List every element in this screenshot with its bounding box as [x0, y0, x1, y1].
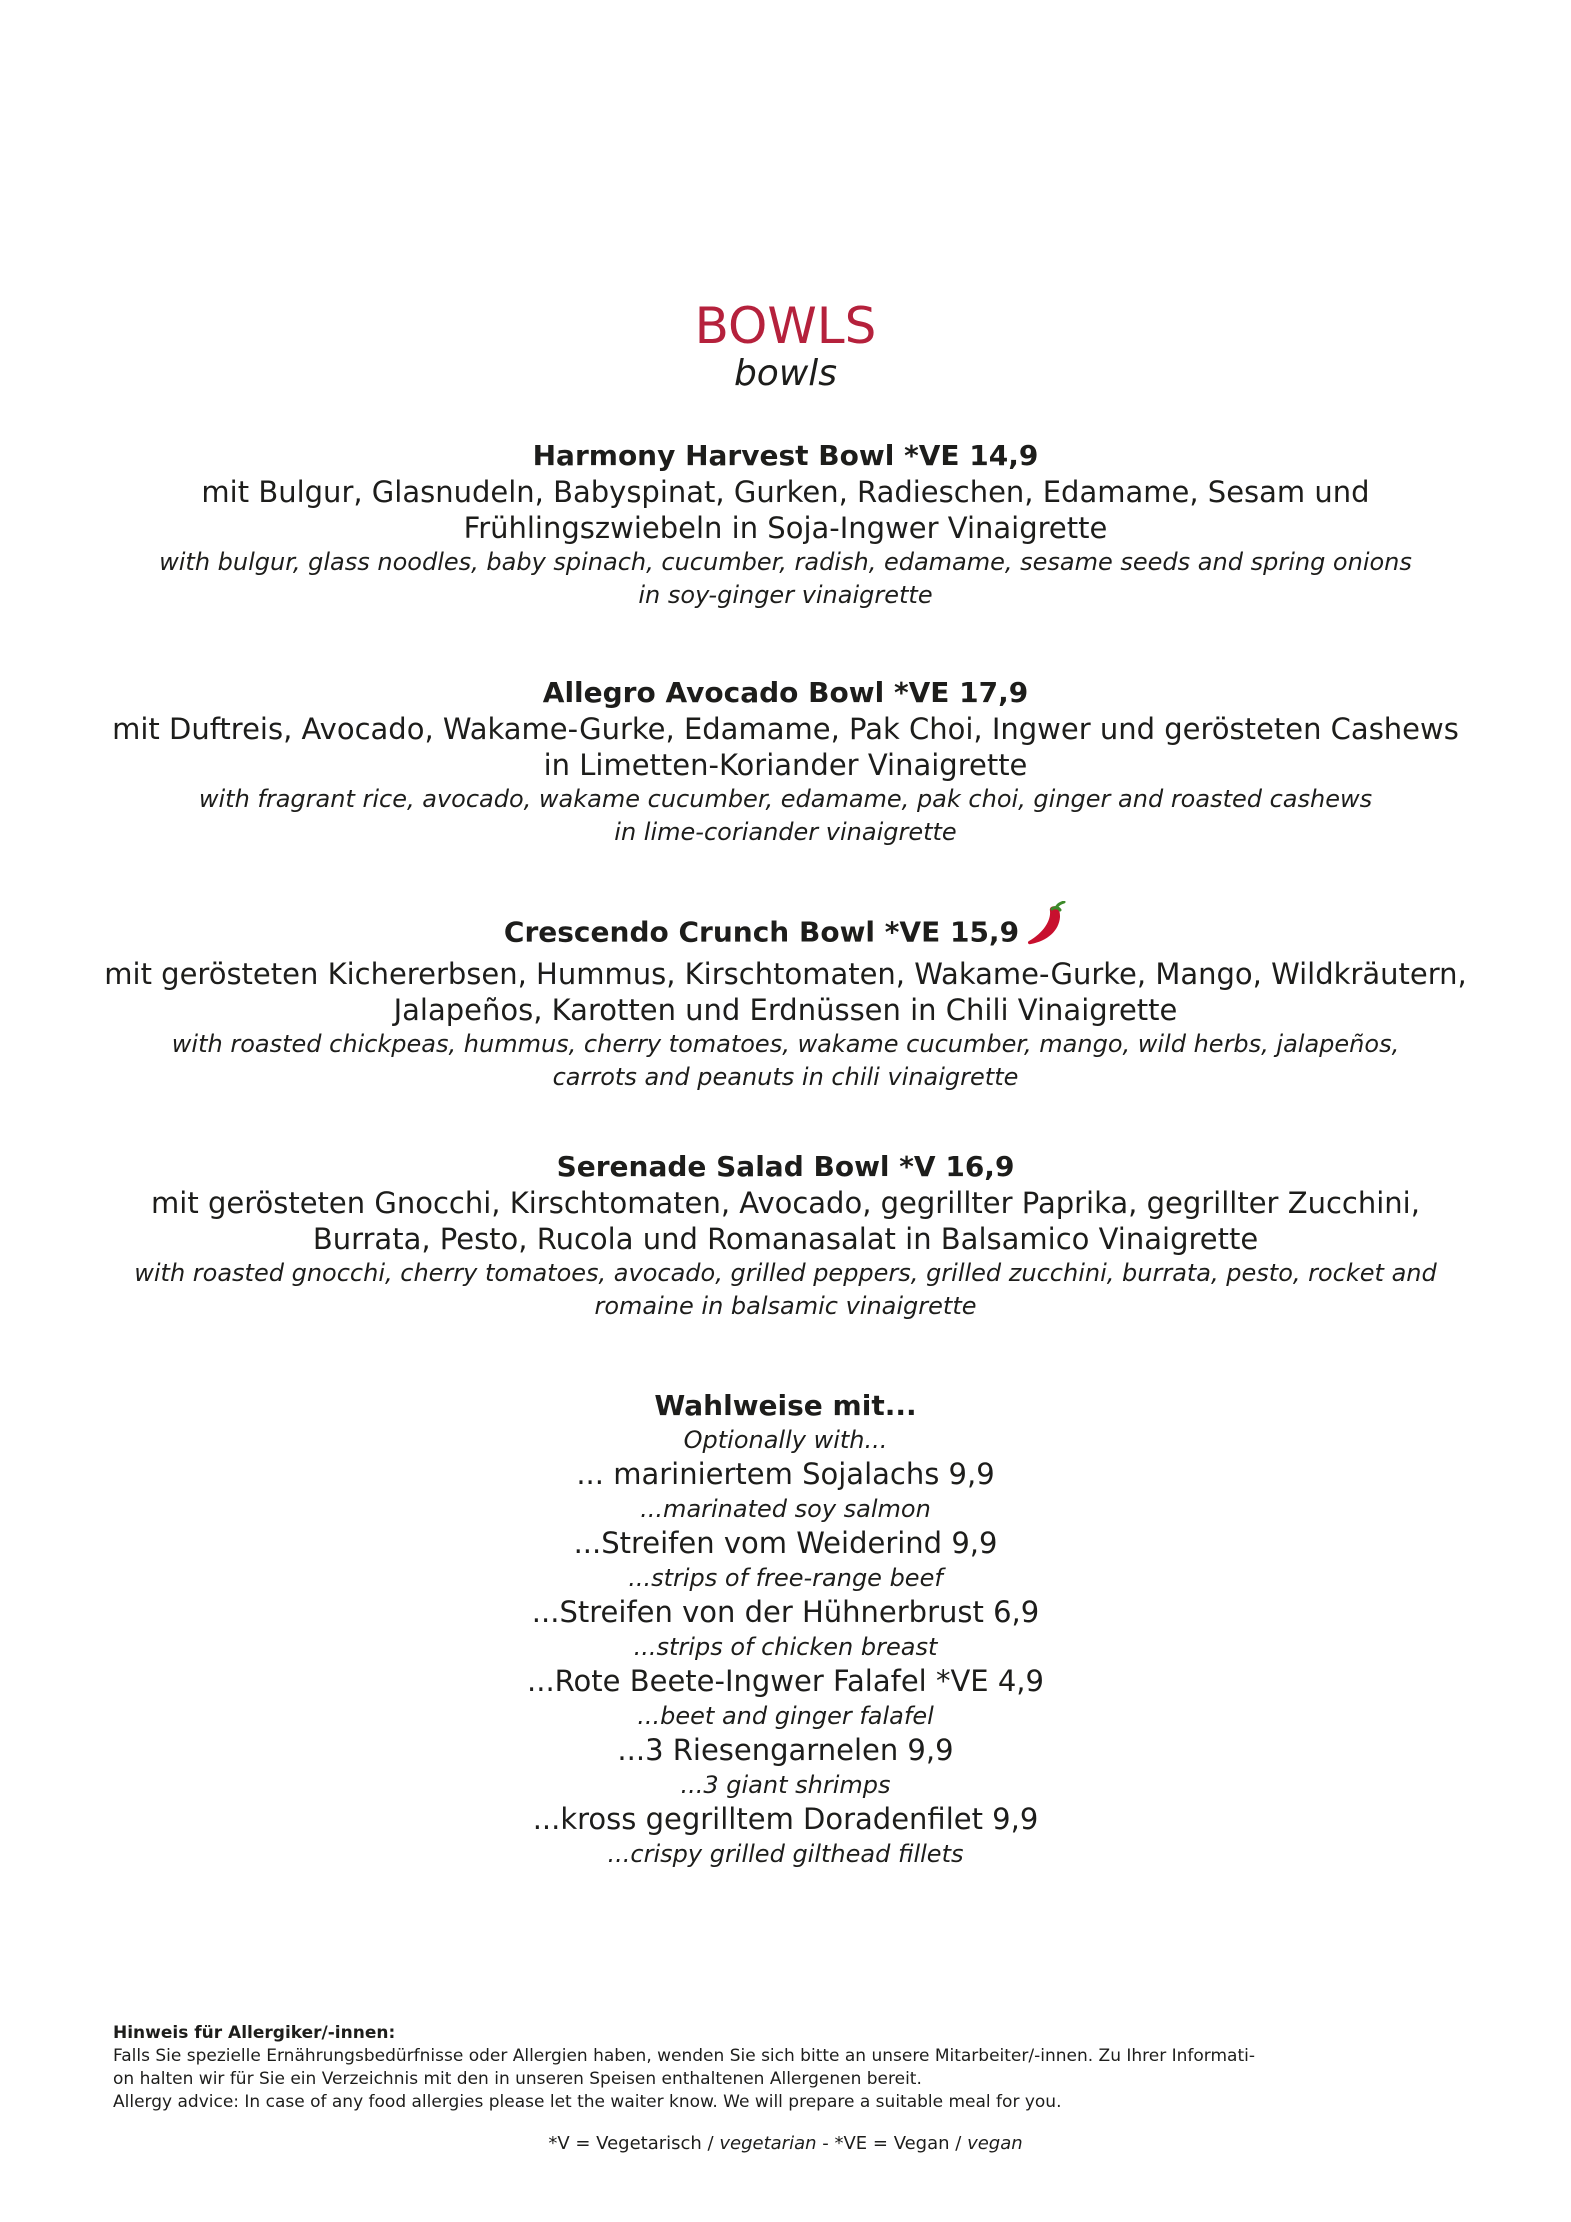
dish-description-en: in lime-coriander vinaigrette	[614, 818, 957, 846]
addon-item-de: ...Streifen vom Weiderind 9,9	[573, 1526, 998, 1560]
addon-item-de: ...3 Riesengarnelen 9,9	[617, 1733, 954, 1767]
dish-description-en: with bulgur, glass noodles, baby spinach, cucumber, radish, edamame, sesame seeds and spring onions	[159, 548, 1412, 576]
allergy-notice-heading: Hinweis für Allergiker/-innen:	[113, 2023, 396, 2043]
diet-legend	[0, 2132, 1571, 2156]
legend-vegetarian-de: *V = Vegetarisch /	[548, 2133, 714, 2154]
addon-item-en: ...strips of chicken breast	[633, 1633, 938, 1661]
addon-item-en: ...marinated soy salmon	[640, 1495, 931, 1523]
dish-description-en: with roasted chickpeas, hummus, cherry tomatoes, wakame cucumber, mango, wild herbs, jalapeños,	[171, 1030, 1400, 1058]
legend-separator: -	[822, 2133, 829, 2154]
addon-item-en: ...beet and ginger falafel	[637, 1702, 934, 1730]
allergy-notice	[113, 2022, 1443, 2114]
allergy-notice-line: on halten wir für Sie ein Verzeichnis mit den in unseren Speisen enthaltenen Allergenen bereit.	[113, 2069, 922, 2089]
addon-item-en: ...crispy grilled gilthead fillets	[607, 1840, 964, 1868]
dish-description-en: carrots and peanuts in chili vinaigrette	[552, 1063, 1019, 1091]
chili-pepper-icon	[1023, 901, 1067, 956]
dish-description-de: Frühlingszwiebeln in Soja-Ingwer Vinaigrette	[463, 511, 1108, 545]
legend-vegetarian-en: vegetarian	[719, 2133, 817, 2154]
dish-name: Allegro Avocado Bowl *VE 17,9	[542, 676, 1029, 709]
dish-harmony-harvest-bowl	[0, 438, 1571, 612]
addon-item-de: ...kross gegrilltem Doradenfilet 9,9	[532, 1802, 1039, 1836]
dish-description-en: with roasted gnocchi, cherry tomatoes, avocado, grilled peppers, grilled zucchini, burrata, pesto, rocket and	[134, 1259, 1437, 1287]
addon-item-en: ...3 giant shrimps	[680, 1771, 891, 1799]
addons-section	[0, 1388, 1571, 1870]
addon-item-de: ...Rote Beete-Ingwer Falafel *VE 4,9	[527, 1664, 1044, 1698]
dish-description-de: mit gerösteten Kichererbsen, Hummus, Kirschtomaten, Wakame-Gurke, Mango, Wildkräutern,	[104, 957, 1467, 991]
dish-description-de: Jalapeños, Karotten und Erdnüssen in Chili Vinaigrette	[393, 993, 1178, 1027]
addons-heading: Wahlweise mit...	[654, 1389, 917, 1422]
dish-description-de: mit gerösteten Gnocchi, Kirschtomaten, Avocado, gegrillter Paprika, gegrillter Zucchini,	[151, 1186, 1420, 1220]
dish-description-de: Burrata, Pesto, Rucola und Romanasalat in Balsamico Vinaigrette	[312, 1222, 1259, 1256]
allergy-notice-line: Allergy advice: In case of any food allergies please let the waiter know. We will prepare a suitable meal for you.	[113, 2092, 1062, 2112]
addons-heading-en: Optionally with...	[683, 1426, 888, 1454]
legend-vegan-de: *VE = Vegan /	[834, 2133, 962, 2154]
dish-description-de: in Limetten-Koriander Vinaigrette	[543, 748, 1028, 782]
dish-description-de: mit Bulgur, Glasnudeln, Babyspinat, Gurken, Radieschen, Edamame, Sesam und	[201, 475, 1370, 509]
dish-description-en: in soy-ginger vinaigrette	[638, 581, 933, 609]
page-subtitle: bowls	[733, 353, 838, 394]
legend-vegan-en: vegan	[967, 2133, 1023, 2154]
dish-description-de: mit Duftreis, Avocado, Wakame-Gurke, Edamame, Pak Choi, Ingwer und gerösteten Cashews	[112, 712, 1459, 746]
page-title: BOWLS	[694, 297, 877, 355]
dish-crescendo-crunch-bowl	[0, 911, 1571, 1094]
dish-description-en: with fragrant rice, avocado, wakame cucumber, edamame, pak choi, ginger and roasted cashews	[198, 785, 1373, 813]
dish-name-row	[0, 911, 1571, 956]
addon-item-de: ...Streifen von der Hühnerbrust 6,9	[531, 1595, 1040, 1629]
dish-serenade-salad-bowl	[0, 1149, 1571, 1323]
dish-allegro-avocado-bowl	[0, 675, 1571, 849]
addon-item-de: ... mariniertem Sojalachs 9,9	[576, 1457, 995, 1491]
dish-name: Serenade Salad Bowl *V 16,9	[556, 1150, 1015, 1183]
dish-name: Crescendo Crunch Bowl *VE 15,9	[503, 915, 1020, 949]
addon-item-en: ...strips of free-range beef	[628, 1564, 943, 1592]
dish-description-en: romaine in balsamic vinaigrette	[594, 1292, 977, 1320]
allergy-notice-line: Falls Sie spezielle Ernährungsbedürfnisse oder Allergien haben, wenden Sie sich bitte an unsere Mitarbeiter/-innen. Zu Ihrer Informati-	[113, 2046, 1255, 2066]
dish-name: Harmony Harvest Bowl *VE 14,9	[532, 439, 1039, 472]
